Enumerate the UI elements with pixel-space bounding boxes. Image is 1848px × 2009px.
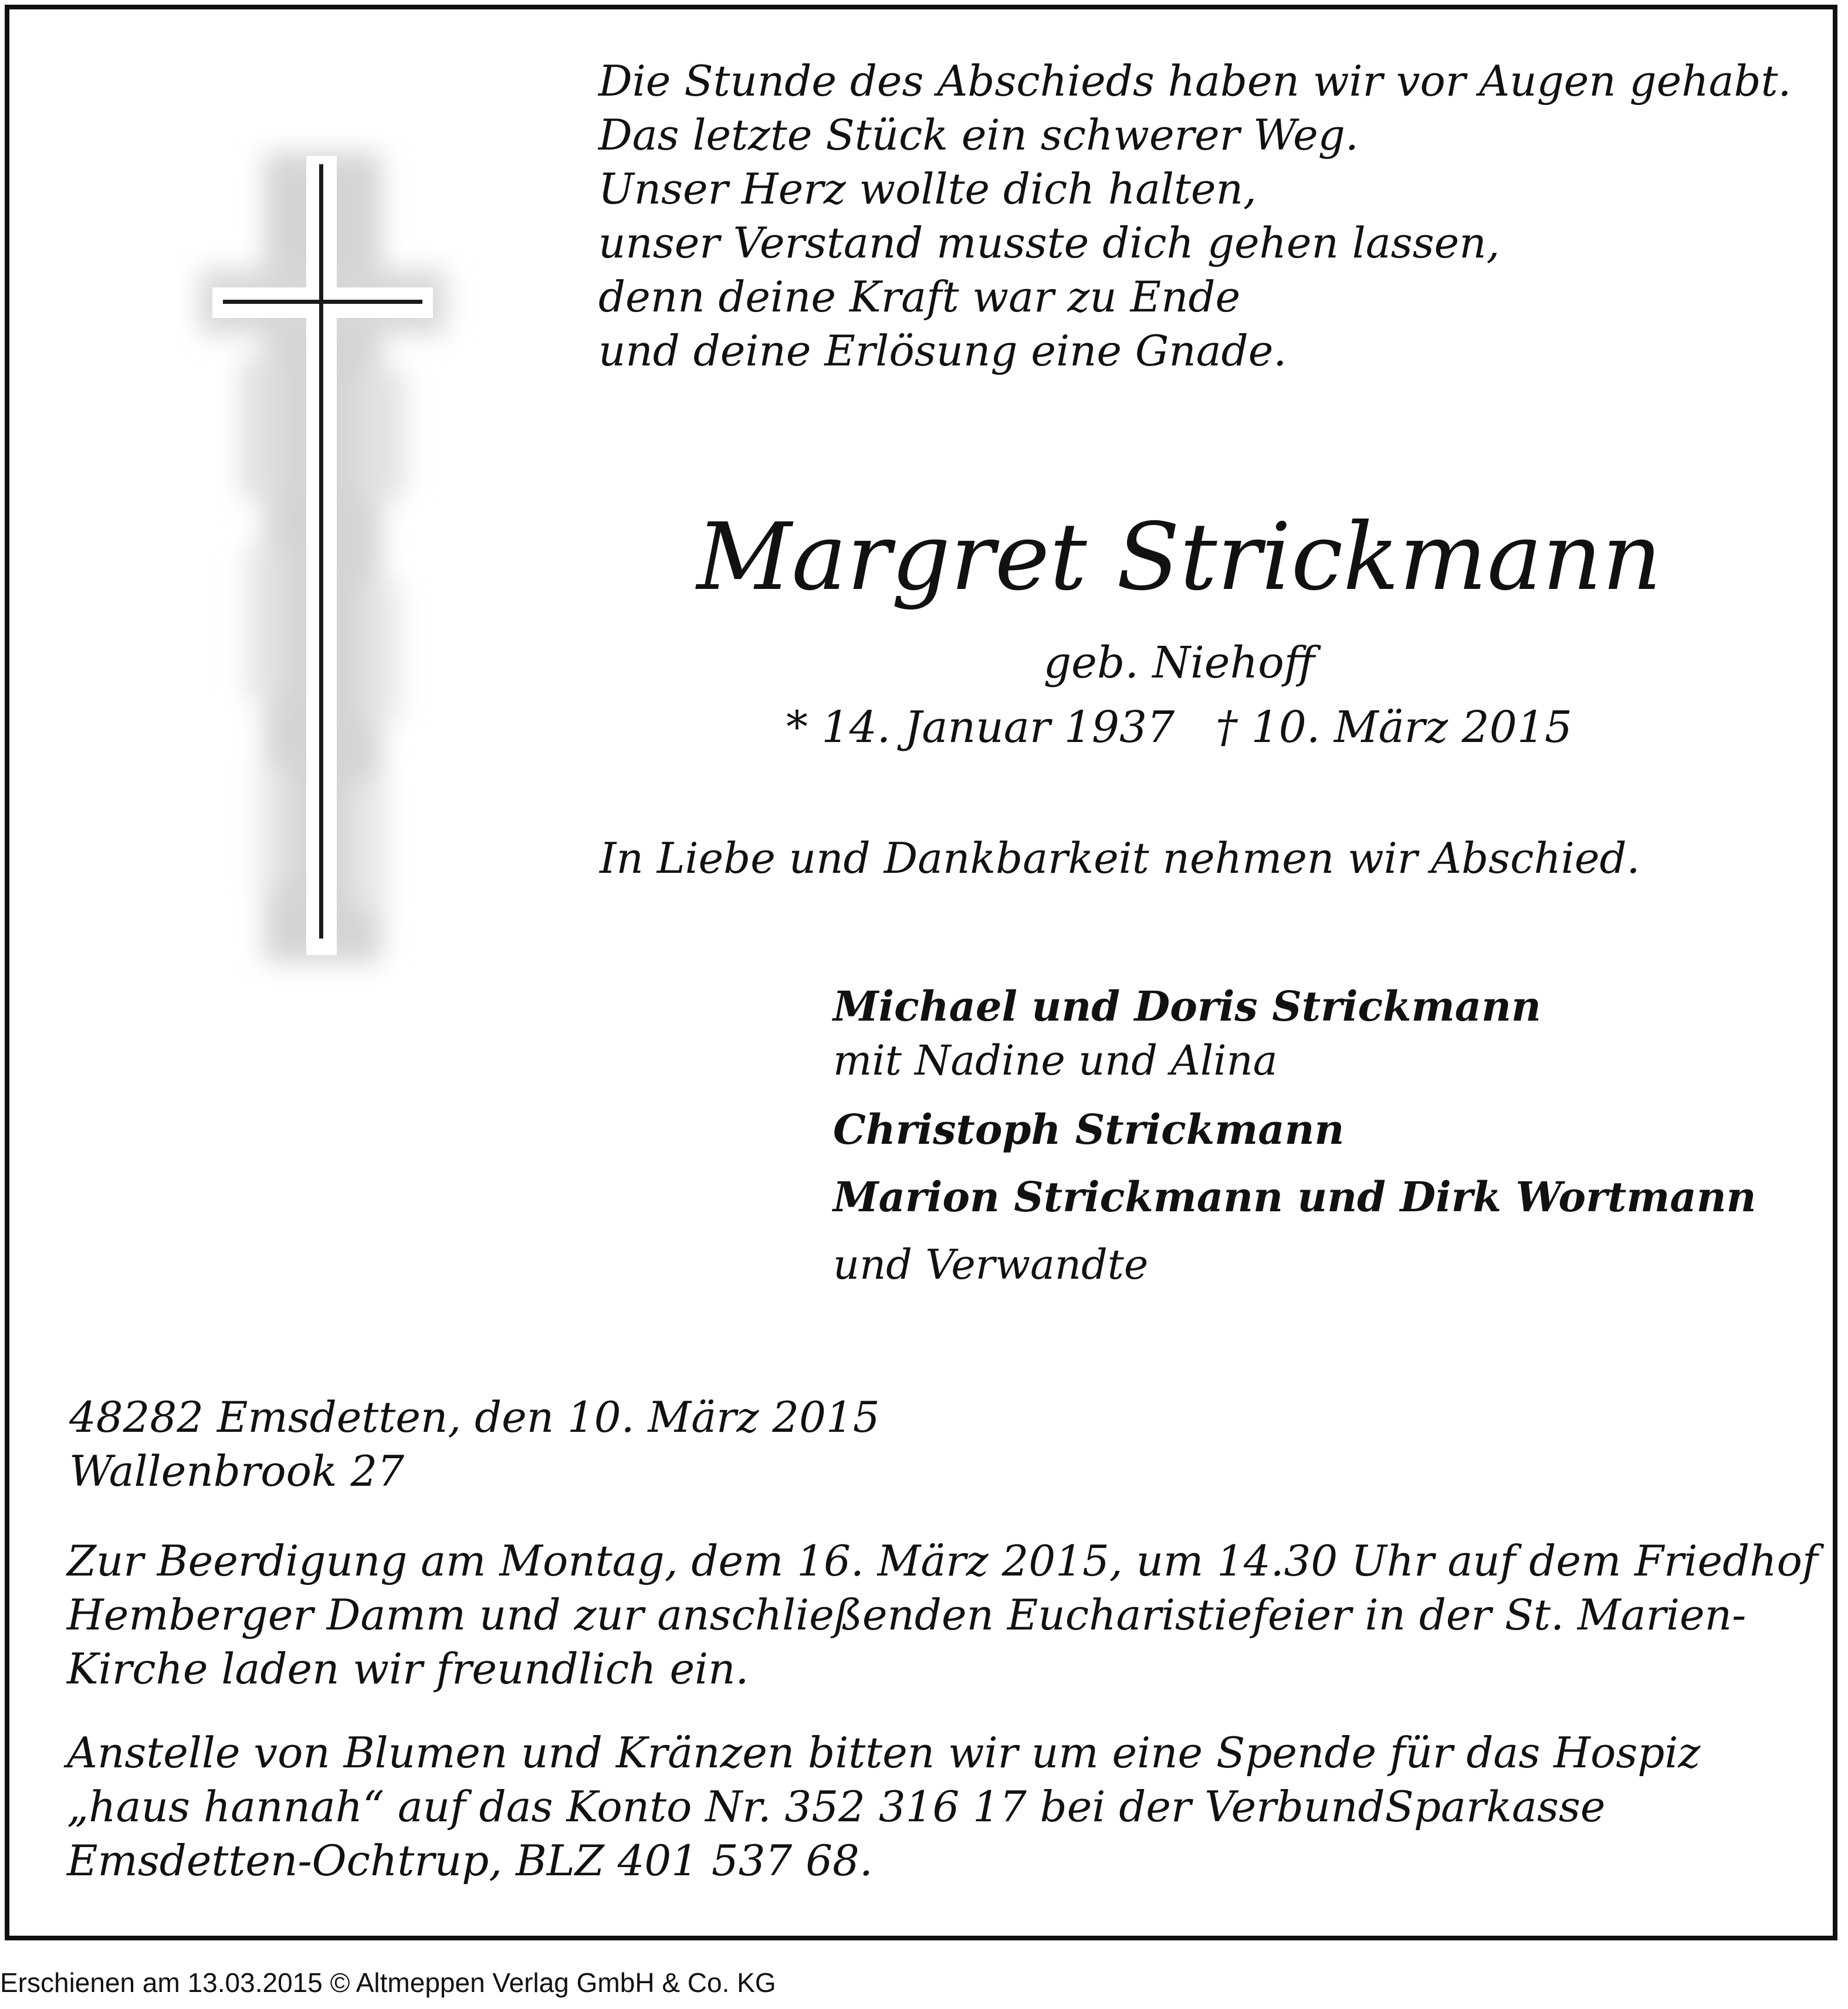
death-date: † 10. März 2015 — [1216, 702, 1572, 753]
life-dates — [587, 701, 1772, 754]
funeral-line: Zur Beerdigung am Montag, dem 16. März 2015, um 14.30 Uhr auf dem Friedhof — [67, 1536, 1818, 1585]
mourner-name: Marion Strickmann und Dirk Wortmann — [833, 1173, 1756, 1221]
address-block — [69, 1390, 1771, 1498]
donation-line: Anstelle von Blumen und Kränzen bitten wir um eine Spende für das Hospiz — [67, 1728, 1701, 1777]
mourner-detail: und Verwandte — [833, 1241, 1149, 1289]
funeral-notice — [67, 1534, 1818, 1696]
funeral-line: Kirche laden wir freundlich ein. — [67, 1644, 749, 1693]
poem-line: Die Stunde des Abschieds haben wir vor Augen gehabt. — [598, 56, 1792, 106]
donation-line: Emsdetten-Ochtrup, BLZ 401 537 68. — [67, 1836, 873, 1885]
poem-line: Das letzte Stück ein schwerer Weg. — [598, 110, 1359, 160]
poem-line: Unser Herz wollte dich halten, — [598, 164, 1257, 214]
publication-footer: Erschienen am 13.03.2015 © Altmeppen Verlag GmbH & Co. KG — [0, 1967, 776, 1998]
donation-line: „haus hannah“ auf das Konto Nr. 352 316 17 bei der VerbundSparkasse — [67, 1782, 1606, 1831]
poem-line: und deine Erlösung eine Gnade. — [598, 326, 1287, 375]
mourner-name: Christoph Strickmann — [833, 1105, 1345, 1154]
birth-name: geb. Niehoff — [1043, 638, 1315, 688]
birth-date: * 14. Januar 1937 — [786, 702, 1175, 753]
address-line: Wallenbrook 27 — [69, 1446, 405, 1496]
cross-horizontal-beam — [223, 300, 422, 304]
deceased-name: Margret Strickmann — [696, 503, 1662, 611]
poem-line: unser Verstand musste dich gehen lassen, — [598, 218, 1500, 267]
poem-line: denn deine Kraft war zu Ende — [598, 272, 1241, 321]
mourner-name: Michael und Doris Strickmann — [833, 982, 1541, 1031]
cross-haze — [176, 135, 481, 991]
farewell-text: In Liebe und Dankbarkeit nehmen wir Abschied. — [600, 834, 1640, 883]
cross-icon — [176, 135, 481, 991]
donation-notice — [67, 1726, 1768, 1888]
poem — [598, 54, 1825, 378]
address-line: 48282 Emsdetten, den 10. März 2015 — [69, 1393, 880, 1442]
funeral-line: Hemberger Damm und zur anschließenden Eucharistiefeier in der St. Marien- — [67, 1590, 1747, 1639]
mourner-detail: mit Nadine und Alina — [833, 1036, 1278, 1085]
cross-vertical-beam — [319, 164, 323, 939]
